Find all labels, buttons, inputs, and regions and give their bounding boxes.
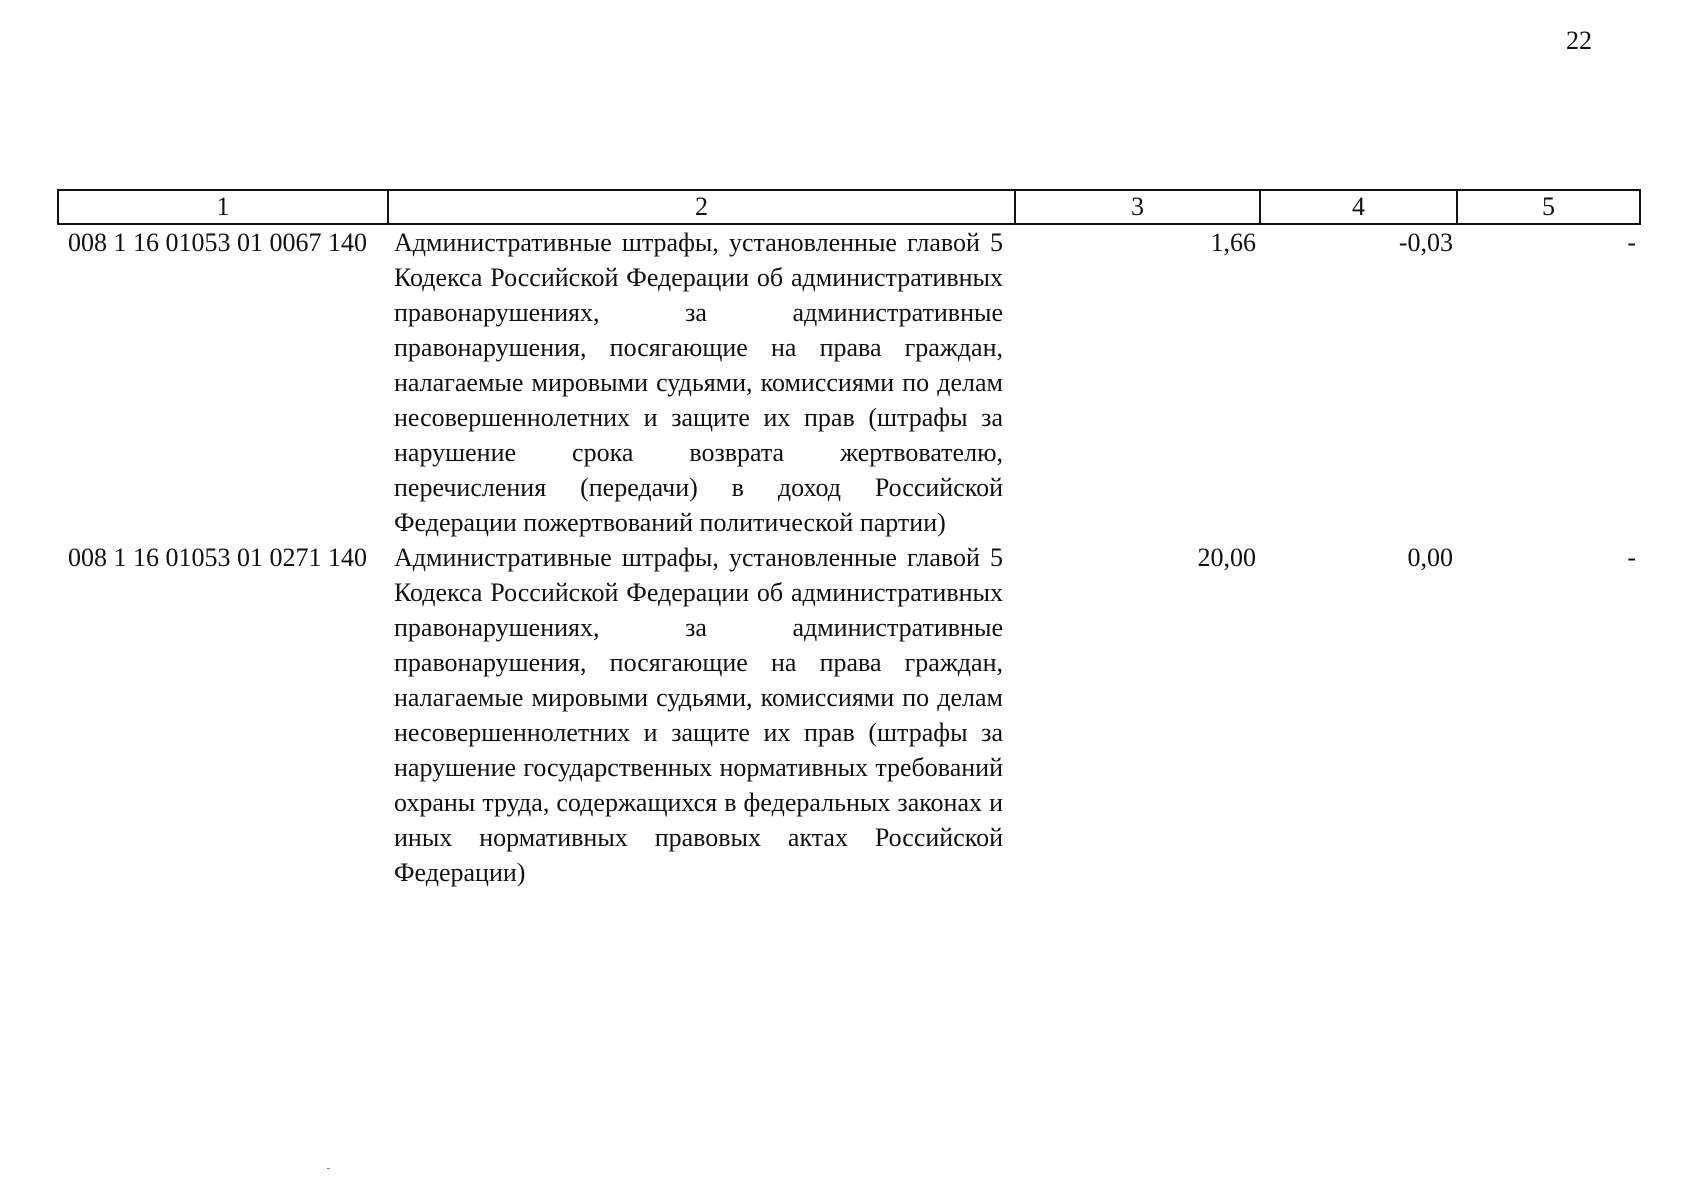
row-code: 008 1 16 01053 01 0067 140: [68, 228, 367, 257]
budget-table: [57, 189, 1641, 890]
row-col3-value: 20,00: [1197, 543, 1256, 572]
header-row: [58, 190, 1640, 224]
row-code: 008 1 16 01053 01 0271 140: [68, 543, 367, 572]
row-col5-value: -: [1627, 543, 1636, 572]
scan-speck: [327, 1168, 330, 1169]
header-col-4: 4: [1260, 190, 1457, 224]
header-col-5: 5: [1457, 190, 1640, 224]
page-number: 22: [1566, 26, 1592, 55]
row-col4-value: -0,03: [1398, 228, 1453, 257]
table-row: [58, 224, 1640, 540]
row-col5-value: -: [1627, 228, 1636, 257]
row-col3-value: 1,66: [1210, 228, 1256, 257]
row-description: Административные штрафы, установленные главой 5 Кодекса Российской Федерации об административных правонарушениях, за административные правонарушения, посягающие на права граждан, налагаемые мировыми судьями, комиссиями по делам несовершеннолетних и защите их прав (штрафы за нарушение государственных нормативных требований охраны труда, содержащихся в федеральных законах и иных нормативных правовых актах Российской Федерации): [394, 543, 1003, 887]
budget-table-container: [57, 189, 1639, 890]
table-row: [58, 540, 1640, 890]
header-col-1: 1: [58, 190, 388, 224]
row-description: Административные штрафы, установленные главой 5 Кодекса Российской Федерации об административных правонарушениях, за административные правонарушения, посягающие на права граждан, налагаемые мировыми судьями, комиссиями по делам несовершеннолетних и защите их прав (штрафы за нарушение срока возврата жертвователю, перечисления (передачи) в доход Российской Федерации пожертвований политической партии): [394, 228, 1003, 537]
header-col-2: 2: [388, 190, 1015, 224]
table-header: [58, 190, 1640, 224]
table-body: [58, 224, 1640, 890]
row-col4-value: 0,00: [1407, 543, 1453, 572]
header-col-3: 3: [1015, 190, 1260, 224]
